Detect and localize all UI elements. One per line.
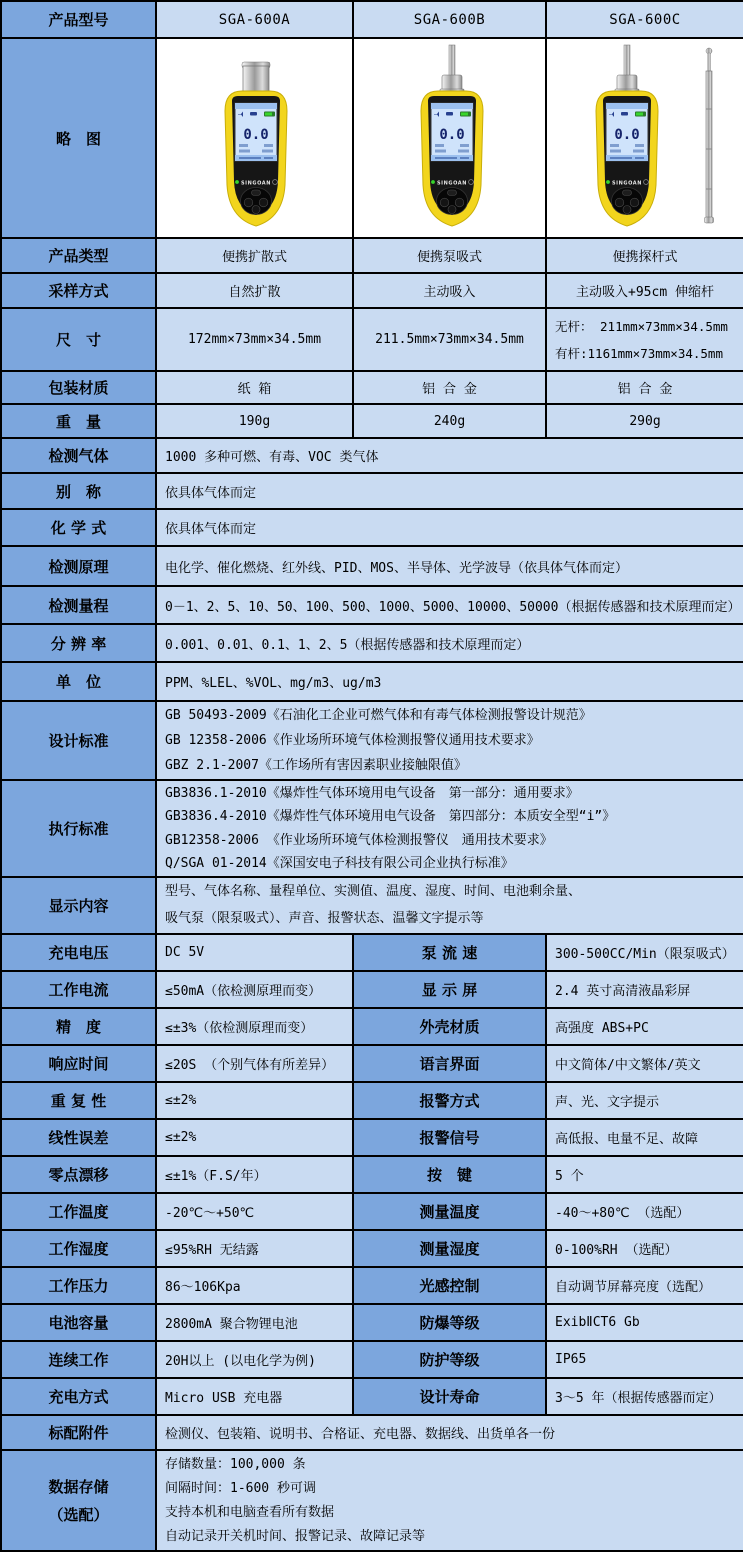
- table-row: [1, 971, 743, 1008]
- spec-label: 采样方式: [1, 273, 156, 308]
- spec-value-line: 211.5mm×73mm×34.5mm: [375, 332, 524, 347]
- spec-value: [156, 404, 353, 438]
- spec-value: DC 5V: [156, 934, 353, 971]
- svg-text:SINGOAN: SINGOAN: [611, 180, 642, 187]
- spec-value: [353, 308, 546, 371]
- table-row: [1, 1082, 743, 1119]
- spec-label-data-storage: [1, 1450, 156, 1551]
- product-image-sga-600c: [546, 38, 743, 238]
- table-row: [1, 1, 743, 38]
- spec-value-line: GB3836.4-2010《爆炸性气体环境用电气设备 第四部分：本质安全型“i”》: [165, 809, 616, 825]
- spec-value: ≤±2%: [156, 1119, 353, 1156]
- table-row: [1, 308, 743, 371]
- spec-label: 设计寿命: [353, 1378, 546, 1415]
- spec-label: 响应时间: [1, 1045, 156, 1082]
- spec-value: 检测仪、包装箱、说明书、合格证、充电器、数据线、出货单各一份: [156, 1415, 743, 1450]
- spec-label: 光感控制: [353, 1267, 546, 1304]
- spec-value: [546, 404, 743, 438]
- spec-label: 单 位: [1, 662, 156, 701]
- gas-detector-illustration: [354, 39, 546, 233]
- spec-value: -40～+80℃ （选配）: [546, 1193, 743, 1230]
- spec-value: [156, 438, 743, 473]
- spec-label: 设计标准: [1, 701, 156, 780]
- spec-label: 连续工作: [1, 1341, 156, 1378]
- svg-text:SINGOAN: SINGOAN: [240, 180, 272, 187]
- spec-value: [156, 586, 743, 624]
- spec-value: ≤±1%（F.S/年）: [156, 1156, 353, 1193]
- spec-value-line: GB12358-2006 《作业场所环境气体检测报警仪 通用技术要求》: [165, 832, 553, 848]
- table-row: [1, 624, 743, 662]
- spec-value: [546, 238, 743, 273]
- table-row: [1, 1415, 743, 1450]
- spec-value-line: 240g: [433, 413, 466, 429]
- svg-text:SINGOAN: SINGOAN: [436, 180, 468, 187]
- spec-value: ≤±3%（依检测原理而变）: [156, 1008, 353, 1045]
- spec-label: 测量温度: [353, 1193, 546, 1230]
- table-row: [1, 586, 743, 624]
- spec-label: 分 辨 率: [1, 624, 156, 662]
- spec-value: [546, 273, 743, 308]
- spec-value-line: 铝 合 金: [617, 382, 673, 397]
- spec-value-line: 间隔时间：1-600 秒可调: [165, 1480, 316, 1496]
- spec-value: 2800mA 聚合物锂电池: [156, 1304, 353, 1341]
- table-row: [1, 273, 743, 308]
- spec-value-line: 0－1、2、5、10、50、100、500、1000、5000、10000、50000（根据传感器和技术原理而定）: [165, 599, 741, 615]
- spec-value: [353, 371, 546, 404]
- spec-label-sketch: 略 图: [1, 38, 156, 238]
- spec-value: [156, 273, 353, 308]
- spec-value-line: 自然扩散: [228, 285, 281, 300]
- spec-value: [156, 371, 353, 404]
- spec-value-line: 电化学、催化燃烧、红外线、PID、MOS、半导体、光学波导（依具体气体而定）: [165, 560, 628, 576]
- spec-value-line: 无杆： 211mm×73mm×34.5mm: [555, 318, 728, 334]
- spec-value-line: GB3836.1-2010《爆炸性气体环境用电气设备 第一部分：通用要求》: [165, 786, 579, 801]
- spec-label: 显 示 屏: [353, 971, 546, 1008]
- spec-value: 0-100%RH （选配）: [546, 1230, 743, 1267]
- spec-label: 电池容量: [1, 1304, 156, 1341]
- table-row: [1, 701, 743, 780]
- spec-value: 300-500CC/Min（限泵吸式）: [546, 934, 743, 971]
- table-row: [1, 238, 743, 273]
- spec-label: 工作压力: [1, 1267, 156, 1304]
- spec-label: 零点漂移: [1, 1156, 156, 1193]
- spec-label: 工作温度: [1, 1193, 156, 1230]
- spec-value-line: 290g: [629, 413, 661, 429]
- spec-value-line: 依具体气体而定: [165, 522, 257, 537]
- spec-value: 2.4 英寸高清液晶彩屏: [546, 971, 743, 1008]
- spec-value: 中文简体/中文繁体/英文: [546, 1045, 743, 1082]
- spec-label: 充电方式: [1, 1378, 156, 1415]
- spec-value: ≤95%RH 无结露: [156, 1230, 353, 1267]
- svg-text:0.0: 0.0: [439, 127, 465, 143]
- spec-value: [546, 371, 743, 404]
- spec-value: 自动调节屏幕亮度（选配）: [546, 1267, 743, 1304]
- table-row: [1, 371, 743, 404]
- spec-value: ExibⅡCT6 Gb: [546, 1304, 743, 1341]
- table-row: [1, 1230, 743, 1267]
- spec-value-line: 190g: [238, 413, 271, 429]
- svg-text:0.0: 0.0: [243, 127, 269, 143]
- spec-value: [353, 404, 546, 438]
- spec-label-product-model: 产品型号: [1, 1, 156, 38]
- spec-value: IP65: [546, 1341, 743, 1378]
- spec-value: [353, 238, 546, 273]
- spec-label: 别 称: [1, 473, 156, 509]
- spec-label: 充电电压: [1, 934, 156, 971]
- spec-value-line: 存储数量：100,000 条: [165, 1456, 306, 1472]
- spec-value: 86～106Kpa: [156, 1267, 353, 1304]
- spec-value-line: 便携探杆式: [612, 250, 678, 265]
- table-row: [1, 1304, 743, 1341]
- spec-value-line: Q/SGA 01-2014《深国安电子科技有限公司企业执行标准》: [165, 855, 514, 871]
- spec-value-line: 支持本机和电脑查看所有数据: [165, 1504, 335, 1520]
- spec-value: [156, 308, 353, 371]
- spec-label-line: 数据存储: [48, 1477, 109, 1496]
- spec-value-line: 0.001、0.01、0.1、1、2、5（根据传感器和技术原理而定）: [165, 637, 530, 653]
- spec-label: 防爆等级: [353, 1304, 546, 1341]
- spec-label: 化 学 式: [1, 509, 156, 546]
- spec-value: [156, 509, 743, 546]
- table-row: [1, 1045, 743, 1082]
- spec-value-line: 铝 合 金: [422, 382, 477, 397]
- table-row: [1, 934, 743, 971]
- table-row: [1, 1156, 743, 1193]
- spec-value-line: 有杆:1161mm×73mm×34.5mm: [555, 345, 723, 361]
- spec-value-line: 便携泵吸式: [416, 250, 482, 265]
- spec-value-line: 纸 箱: [237, 382, 272, 397]
- spec-value: [546, 308, 743, 371]
- spec-label: 检测原理: [1, 546, 156, 586]
- spec-label: 工作湿度: [1, 1230, 156, 1267]
- spec-label: 包装材质: [1, 371, 156, 404]
- spec-label: 显示内容: [1, 877, 156, 934]
- spec-value: [156, 546, 743, 586]
- spec-value: [156, 662, 743, 701]
- spec-value-line: 便携扩散式: [221, 250, 287, 265]
- spec-label: 尺 寸: [1, 308, 156, 371]
- spec-value: ≤50mA（依检测原理而变）: [156, 971, 353, 1008]
- spec-value: 3～5 年（根据传感器而定）: [546, 1378, 743, 1415]
- spec-value: [156, 701, 743, 780]
- spec-value: [156, 473, 743, 509]
- spec-value-line: 172mm×73mm×34.5mm: [187, 332, 322, 347]
- spec-value: [156, 780, 743, 877]
- spec-value: ≤20S （个别气体有所差异）: [156, 1045, 353, 1082]
- spec-label: 外壳材质: [353, 1008, 546, 1045]
- spec-label-accessories: 标配附件: [1, 1415, 156, 1450]
- table-row: [1, 473, 743, 509]
- spec-label: 防护等级: [353, 1341, 546, 1378]
- spec-value-line: GB 12358-2006《作业场所环境气体检测报警仪通用技术要求》: [165, 733, 540, 748]
- spec-label: 产品类型: [1, 238, 156, 273]
- spec-label: 重 复 性: [1, 1082, 156, 1119]
- spec-value: [156, 238, 353, 273]
- spec-label: 检测气体: [1, 438, 156, 473]
- spec-label: 报警信号: [353, 1119, 546, 1156]
- table-row: [1, 1267, 743, 1304]
- model-cell: SGA-600C: [546, 1, 743, 38]
- spec-value: [156, 877, 743, 934]
- svg-text:0.0: 0.0: [613, 127, 640, 143]
- spec-value: 5 个: [546, 1156, 743, 1193]
- spec-label: 语言界面: [353, 1045, 546, 1082]
- spec-label-line: （选配）: [48, 1505, 109, 1524]
- spec-value-line: GB 50493-2009《石油化工企业可燃气体和有毒气体检测报警设计规范》: [165, 708, 592, 723]
- spec-label: 测量湿度: [353, 1230, 546, 1267]
- spec-value: [353, 273, 546, 308]
- spec-value-line: 型号、气体名称、量程单位、实测值、温度、湿度、时间、电池剩余量、: [165, 884, 582, 899]
- spec-value: 高低报、电量不足、故障: [546, 1119, 743, 1156]
- spec-value: 声、光、文字提示: [546, 1082, 743, 1119]
- table-row: [1, 780, 743, 877]
- table-row: [1, 662, 743, 701]
- spec-label: 重 量: [1, 404, 156, 438]
- table-row: [1, 438, 743, 473]
- spec-label: 工作电流: [1, 971, 156, 1008]
- spec-label: 按 键: [353, 1156, 546, 1193]
- spec-value-line: 主动吸入+95cm 伸缩杆: [576, 285, 714, 300]
- product-image-sga-600b: [353, 38, 546, 238]
- spec-label: 泵 流 速: [353, 934, 546, 971]
- spec-label: 报警方式: [353, 1082, 546, 1119]
- table-row: [1, 877, 743, 934]
- spec-value-line: 主动吸入: [423, 285, 476, 300]
- table-row: [1, 1450, 743, 1551]
- spec-value: [156, 1450, 743, 1551]
- model-cell: SGA-600A: [156, 1, 353, 38]
- table-row: [1, 404, 743, 438]
- table-row: [1, 38, 743, 238]
- spec-value-line: 依具体气体而定: [165, 485, 257, 501]
- spec-value: 高强度 ABS+PC: [546, 1008, 743, 1045]
- spec-value-line: GBZ 2.1-2007《工作场所有害因素职业接触限值》: [165, 758, 467, 773]
- spec-value: -20℃～+50℃: [156, 1193, 353, 1230]
- spec-label: 线性误差: [1, 1119, 156, 1156]
- product-image-sga-600a: [156, 38, 353, 238]
- spec-value-line: 1000 多种可燃、有毒、VOC 类气体: [165, 450, 379, 465]
- gas-detector-illustration: [549, 39, 742, 233]
- spec-label: 检测量程: [1, 586, 156, 624]
- table-row: [1, 546, 743, 586]
- table-row: [1, 1119, 743, 1156]
- model-cell: SGA-600B: [353, 1, 546, 38]
- table-row: [1, 1378, 743, 1415]
- gas-detector-illustration: [158, 39, 351, 233]
- spec-value: [156, 624, 743, 662]
- table-row: [1, 1008, 743, 1045]
- table-row: [1, 1193, 743, 1230]
- spec-value: 20H以上 (以电化学为例): [156, 1341, 353, 1378]
- spec-value-line: 自动记录开关机时间、报警记录、故障记录等: [165, 1528, 426, 1544]
- table-row: [1, 1341, 743, 1378]
- spec-label: 执行标准: [1, 780, 156, 877]
- spec-value: Micro USB 充电器: [156, 1378, 353, 1415]
- spec-value: ≤±2%: [156, 1082, 353, 1119]
- spec-value-line: 吸气泵（限泵吸式）、声音、报警状态、温馨文字提示等: [165, 910, 484, 926]
- spec-value-line: PPM、%LEL、%VOL、mg/m3、ug/m3: [165, 676, 382, 691]
- spec-label: 精 度: [1, 1008, 156, 1045]
- table-row: [1, 509, 743, 546]
